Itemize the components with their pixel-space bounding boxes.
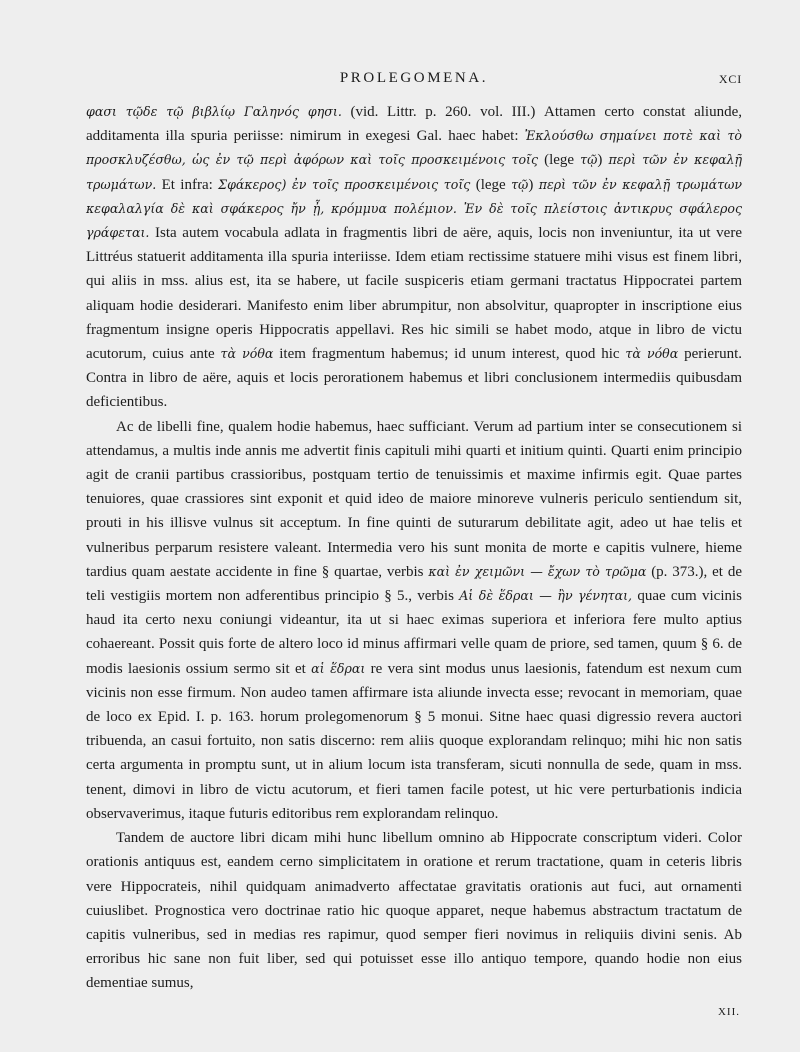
- greek-quote: καὶ ἐν χειμῶνι — ἔχων τὸ τρῶμα: [428, 563, 647, 579]
- greek-quote: τὰ νόθα: [220, 346, 274, 362]
- latin-text: Ac de libelli fine, qualem hodie habemus, haec sufficiant. Verum ad partium inter se consecutionem si attendamus, a multis inde annis me advertit finis capituli mihi quarti et initium quinti. Quarti enim principio agit de cranii partibus crassioribus, postquam tertio de tenuissimis et maxime infirmis egit. Quae partes tenuiores, quae crassiores sint exponit et quid ideo de maiore minoreve vulneris periculo sentiendum sit, prouti in his illisve vulnus sit acceptum. In fine quinti de suturarum debilitate agit, adeo ut hae telis et vulneribus perparum resistere valeant. Intermedia vero his sunt monita de morte e capitis vulnere, hieme tardius quam aestate accidente in fine § quartae, verbis: [86, 418, 742, 580]
- greek-quote: φασι τῷδε τῷ βιβλίῳ Γαληνός φησι.: [86, 104, 342, 119]
- page-number: XCI: [718, 72, 742, 86]
- latin-text: (vid. Littr. p. 260. vol. III.) Attamen certo constat aliunde, additamenta illa spuria periisse: nimirum in exegesi Gal. haec habet:: [86, 104, 742, 145]
- latin-text: (lege: [470, 176, 512, 193]
- latin-text: quae cum vicinis haud ita certo nexu coniungi videantur, ita ut si haec eximas superiora et inferiora fere multo aptius cohaereant. Possit quis forte de altero loco id minus affirmari velle quam de priore, sed tamen, quum § 6. de modis laesionis ossium sermo sit et: [86, 588, 742, 677]
- page-title: PROLEGOMENA.: [339, 70, 489, 86]
- paragraph: [86, 826, 742, 995]
- paragraph: [86, 415, 742, 826]
- greek-quote: τῷ: [580, 152, 598, 168]
- greek-quote: Ἐκλούσθω σημαίνει ποτὲ καὶ τὸ προσκλυζέσθω, ὡς ἐν τῷ περὶ ἀφόρων καὶ τοῖς προσκειμένοις τοῖς: [86, 128, 742, 168]
- latin-text: Tandem de auctore libri dicam mihi hunc libellum omnino ab Hippocrate conscriptum videri. Color orationis antiquus est, eandem cerno simplicitatem in oratione et rerum tractatione, quam in ceteris libris vere Hippocrateis, nihil quidquam animadverto affectatae gravitatis orationis aut fuci, aut ornamenti cuiuslibet. Prognostica vero doctrinae ratio hic quoque apparet, neque habemus abstractum tractatum de capitis vulneribus, sed in medias res rapimur, quod semper fieri novimus in reliquiis divini senis. Ab erroribus hic sane non fuit liber, sed qui potuisset esse illo antiquo tempore, quando hodie non eius dementiae sumus,: [86, 830, 742, 992]
- greek-quote: τῷ: [511, 176, 529, 192]
- greek-quote: Σφάκερος) ἐν τοῖς προσκειμένοις τοῖς: [218, 176, 471, 192]
- latin-text: Ista autem vocabula adlata in fragmentis libri de aëre, aquis, locis non inveniuntur, ita ut vere Littréus statuerit additamenta illa spuria interiisse. Idem etiam rectissime statuere mihi visus est finem libri, qui aliis in mss. alius est, ita se habere, ut facile suspiceris etiam germani tractatus Hippocratei partem aliquam hodie desiderari. Manifesto enim liber abrumpitur, non absolvitur, quapropter in inscriptione eius fragmentum insigne operis Hippocratis appellavi. Res hic simili se habet modo, atque in libro de victu acutorum, cuius ante: [86, 225, 742, 363]
- greek-quote: περὶ τῶν ἐν κεφαλῇ τρωμάτων.: [86, 152, 743, 192]
- latin-text: ): [528, 176, 539, 193]
- latin-text: (p. 373.), et de teli vestigiis mortem non adferentibus principio § 5., verbis: [86, 563, 742, 605]
- latin-text: perierunt. Contra in libro de aëre, aquis et locis perorationem habemus et libri conclusionem intermediis quibusdam deficientibus.: [86, 346, 742, 411]
- greek-quote: Αἱ δὲ ἕδραι — ἢν γένηται,: [459, 588, 633, 604]
- latin-text: (lege: [538, 152, 581, 169]
- paragraph: [86, 100, 742, 415]
- greek-quote: περὶ τῶν ἐν κεφαλῇ τρωμάτων κεφαλαλγία δὲ καὶ σφάκερος ἤν ᾖ, κρόμμυα πολέμιον. Ἐν δὲ τοῖς πλείστοις ἀντικρυς σφάλερος γράφεται.: [86, 176, 742, 241]
- latin-text: item fragmentum habemus; id unum interest, quod hic: [273, 346, 626, 363]
- greek-quote: τὰ νόθα: [625, 346, 679, 362]
- greek-quote: αἱ ἕδραι: [311, 660, 366, 676]
- latin-text: re vera sint modus unus laesionis, fatendum est nexum cum vicinis non esse firmum. Non audeo tamen affirmare ista aliunde invecta esse; revocant in memoriam, quae de loco ex Epid. I. p. 163. horum prolegomenorum § 5 monui. Sitne haec quasi digressio revera auctori tribuenda, an casui fortuito, non satis discerno: rem aliis quoque explorandam relinquo; mihi hic non satis certa argumenta in promptu sunt, ut in alium locum ista transferam, sicuti nonnulla de sede, quam in mss. tenent, dimovi in libro de victu acutorum, et fieri tamen facile potest, ut hic vere perturbationis indicia observaverimus, itaque futuris editoribus rem explorandam relinquo.: [86, 660, 742, 822]
- running-head: [86, 70, 742, 92]
- latin-text: Et infra:: [156, 176, 219, 193]
- signature-mark: XII.: [717, 1006, 740, 1018]
- body-text: [86, 100, 742, 996]
- latin-text: ): [597, 152, 609, 169]
